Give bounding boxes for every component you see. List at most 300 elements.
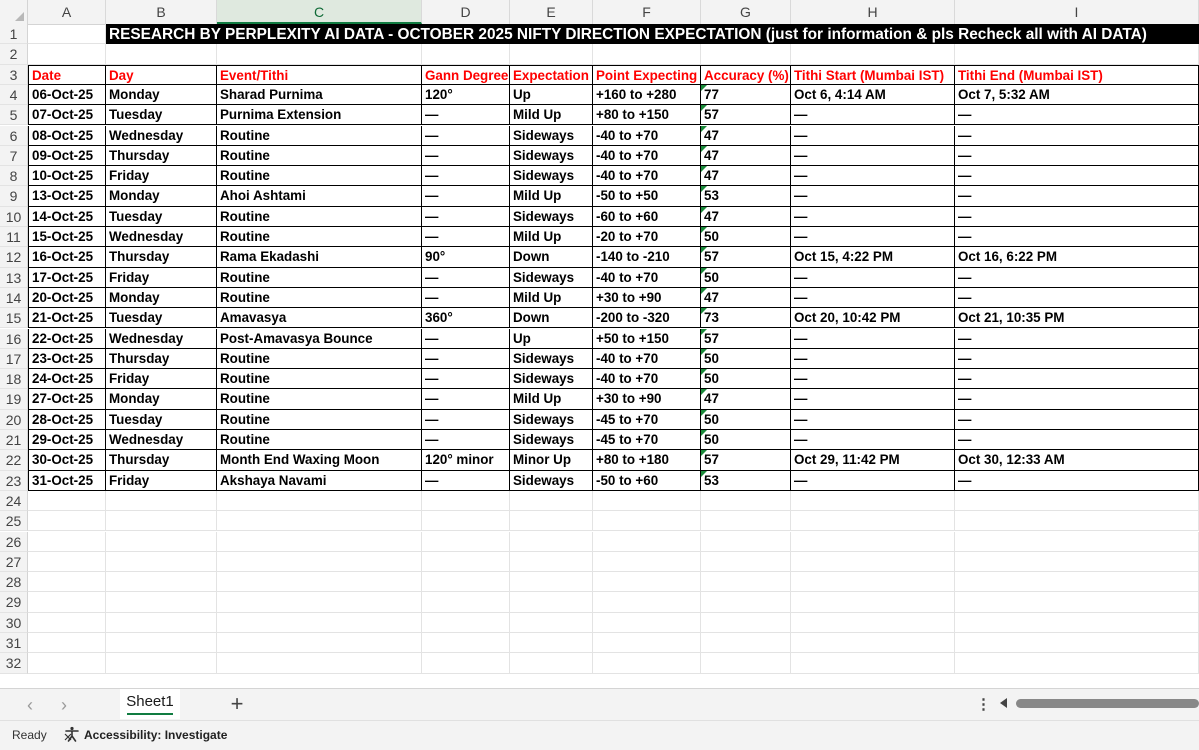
table-cell[interactable]: — [422, 105, 510, 125]
next-sheet-icon[interactable]: › [61, 695, 67, 715]
table-header-cell[interactable]: Tithi Start (Mumbai IST) [791, 65, 955, 85]
table-cell[interactable]: Thursday [106, 146, 217, 166]
empty-cell[interactable] [217, 592, 422, 612]
table-cell[interactable]: Sideways [510, 166, 593, 186]
empty-cell[interactable] [955, 613, 1199, 633]
table-cell[interactable]: — [955, 410, 1199, 430]
table-cell[interactable]: +30 to +90 [593, 389, 701, 409]
row-header-2[interactable]: 2 [0, 44, 28, 64]
table-header-cell[interactable]: Tithi End (Mumbai IST) [955, 65, 1199, 85]
column-header-d[interactable]: D [422, 0, 510, 24]
empty-cell[interactable] [106, 653, 217, 673]
table-cell[interactable]: — [955, 471, 1199, 491]
table-cell[interactable]: Tuesday [106, 207, 217, 227]
empty-cell[interactable] [510, 491, 593, 511]
table-cell[interactable]: -40 to +70 [593, 126, 701, 146]
table-cell[interactable]: 47 [701, 166, 791, 186]
table-cell[interactable]: — [791, 126, 955, 146]
table-cell[interactable]: -200 to -320 [593, 308, 701, 328]
table-cell[interactable]: — [791, 105, 955, 125]
number-as-text-warning-icon[interactable] [701, 146, 707, 152]
table-cell[interactable]: Mild Up [510, 389, 593, 409]
empty-cell[interactable] [28, 653, 106, 673]
row-header-24[interactable]: 24 [0, 491, 28, 511]
table-cell[interactable]: Routine [217, 207, 422, 227]
table-cell[interactable]: +50 to +150 [593, 329, 701, 349]
empty-cell[interactable] [106, 592, 217, 612]
table-cell[interactable]: 27-Oct-25 [28, 389, 106, 409]
empty-cell[interactable] [791, 613, 955, 633]
empty-cell[interactable] [955, 491, 1199, 511]
table-cell[interactable]: Minor Up [510, 450, 593, 470]
table-cell[interactable]: Friday [106, 471, 217, 491]
table-cell[interactable]: Oct 7, 5:32 AM [955, 85, 1199, 105]
table-cell[interactable]: Akshaya Navami [217, 471, 422, 491]
empty-cell[interactable] [955, 44, 1199, 64]
table-cell[interactable]: Sharad Purnima [217, 85, 422, 105]
column-header-i[interactable]: I [955, 0, 1199, 24]
table-cell[interactable]: — [791, 227, 955, 247]
table-cell[interactable]: Sideways [510, 410, 593, 430]
table-cell[interactable]: 15-Oct-25 [28, 227, 106, 247]
scroll-left-arrow-icon[interactable] [1000, 698, 1007, 708]
table-cell[interactable]: +30 to +90 [593, 288, 701, 308]
table-cell[interactable]: 31-Oct-25 [28, 471, 106, 491]
table-header-cell[interactable]: Gann Degree [422, 65, 510, 85]
empty-cell[interactable] [593, 633, 701, 653]
row-header-8[interactable]: 8 [0, 166, 28, 186]
empty-cell[interactable] [791, 592, 955, 612]
number-as-text-warning-icon[interactable] [701, 166, 707, 172]
table-cell[interactable]: Monday [106, 389, 217, 409]
empty-cell[interactable] [791, 633, 955, 653]
empty-cell[interactable] [106, 552, 217, 572]
table-cell[interactable]: 06-Oct-25 [28, 85, 106, 105]
table-cell[interactable]: 14-Oct-25 [28, 207, 106, 227]
table-cell[interactable]: -60 to +60 [593, 207, 701, 227]
table-cell[interactable]: 50 [701, 268, 791, 288]
table-cell[interactable]: — [955, 227, 1199, 247]
row-header-7[interactable]: 7 [0, 146, 28, 166]
empty-cell[interactable] [217, 532, 422, 552]
table-cell[interactable]: 57 [701, 329, 791, 349]
empty-cell[interactable] [955, 511, 1199, 531]
empty-cell[interactable] [106, 511, 217, 531]
table-cell[interactable]: -40 to +70 [593, 349, 701, 369]
table-header-cell[interactable]: Event/Tithi [217, 65, 422, 85]
empty-cell[interactable] [28, 592, 106, 612]
row-header-29[interactable]: 29 [0, 592, 28, 612]
table-cell[interactable]: 50 [701, 349, 791, 369]
cell[interactable] [28, 24, 106, 44]
empty-cell[interactable] [217, 44, 422, 64]
column-header-b[interactable]: B [106, 0, 217, 24]
empty-cell[interactable] [510, 592, 593, 612]
empty-cell[interactable] [701, 552, 791, 572]
table-cell[interactable]: Friday [106, 369, 217, 389]
table-cell[interactable]: Wednesday [106, 430, 217, 450]
table-cell[interactable]: Mild Up [510, 288, 593, 308]
row-header-30[interactable]: 30 [0, 613, 28, 633]
number-as-text-warning-icon[interactable] [701, 430, 707, 436]
table-cell[interactable]: 47 [701, 126, 791, 146]
table-cell[interactable]: 77 [701, 85, 791, 105]
select-all-corner[interactable] [0, 0, 28, 24]
table-cell[interactable]: 23-Oct-25 [28, 349, 106, 369]
row-header-6[interactable]: 6 [0, 126, 28, 146]
empty-cell[interactable] [701, 613, 791, 633]
empty-cell[interactable] [510, 653, 593, 673]
empty-cell[interactable] [217, 653, 422, 673]
table-cell[interactable]: — [955, 207, 1199, 227]
empty-cell[interactable] [593, 491, 701, 511]
table-cell[interactable]: 57 [701, 105, 791, 125]
table-cell[interactable]: — [791, 146, 955, 166]
number-as-text-warning-icon[interactable] [701, 329, 707, 335]
table-cell[interactable]: Down [510, 308, 593, 328]
table-cell[interactable]: Oct 20, 10:42 PM [791, 308, 955, 328]
row-header-15[interactable]: 15 [0, 308, 28, 328]
empty-cell[interactable] [422, 572, 510, 592]
table-cell[interactable]: 90° [422, 247, 510, 267]
empty-cell[interactable] [701, 532, 791, 552]
table-cell[interactable]: 16-Oct-25 [28, 247, 106, 267]
table-cell[interactable]: 47 [701, 288, 791, 308]
table-cell[interactable]: Routine [217, 369, 422, 389]
table-cell[interactable]: Ahoi Ashtami [217, 186, 422, 206]
table-cell[interactable]: 21-Oct-25 [28, 308, 106, 328]
number-as-text-warning-icon[interactable] [701, 247, 707, 253]
table-cell[interactable]: — [422, 207, 510, 227]
empty-cell[interactable] [106, 572, 217, 592]
table-cell[interactable]: Oct 16, 6:22 PM [955, 247, 1199, 267]
column-header-h[interactable]: H [791, 0, 955, 24]
empty-cell[interactable] [422, 552, 510, 572]
empty-cell[interactable] [106, 491, 217, 511]
empty-cell[interactable] [28, 511, 106, 531]
column-header-g[interactable]: G [701, 0, 791, 24]
empty-cell[interactable] [791, 653, 955, 673]
accessibility-status[interactable]: Accessibility: Investigate [84, 728, 228, 742]
empty-cell[interactable] [955, 633, 1199, 653]
table-cell[interactable]: Mild Up [510, 227, 593, 247]
table-cell[interactable]: Routine [217, 349, 422, 369]
table-cell[interactable]: -50 to +50 [593, 186, 701, 206]
table-cell[interactable]: — [791, 410, 955, 430]
accessibility-person-icon[interactable] [64, 726, 80, 742]
table-cell[interactable]: Rama Ekadashi [217, 247, 422, 267]
row-header-21[interactable]: 21 [0, 430, 28, 450]
table-cell[interactable]: — [422, 146, 510, 166]
more-options-icon[interactable]: ⋮ [976, 696, 991, 713]
empty-cell[interactable] [593, 44, 701, 64]
number-as-text-warning-icon[interactable] [701, 186, 707, 192]
empty-cell[interactable] [955, 552, 1199, 572]
empty-cell[interactable] [510, 511, 593, 531]
table-cell[interactable]: — [422, 369, 510, 389]
empty-cell[interactable] [593, 572, 701, 592]
table-cell[interactable]: — [791, 389, 955, 409]
empty-cell[interactable] [791, 572, 955, 592]
empty-cell[interactable] [701, 572, 791, 592]
table-cell[interactable]: — [791, 369, 955, 389]
table-cell[interactable]: Up [510, 329, 593, 349]
table-cell[interactable]: Sideways [510, 471, 593, 491]
empty-cell[interactable] [106, 44, 217, 64]
number-as-text-warning-icon[interactable] [701, 349, 707, 355]
table-cell[interactable]: Routine [217, 389, 422, 409]
table-cell[interactable]: — [422, 410, 510, 430]
table-cell[interactable]: Routine [217, 410, 422, 430]
table-cell[interactable]: Routine [217, 166, 422, 186]
empty-cell[interactable] [593, 511, 701, 531]
row-header-9[interactable]: 9 [0, 186, 28, 206]
number-as-text-warning-icon[interactable] [701, 268, 707, 274]
empty-cell[interactable] [217, 572, 422, 592]
table-cell[interactable]: Wednesday [106, 126, 217, 146]
table-cell[interactable]: Purnima Extension [217, 105, 422, 125]
previous-sheet-icon[interactable]: ‹ [27, 695, 33, 715]
row-header-10[interactable]: 10 [0, 207, 28, 227]
table-cell[interactable]: — [422, 288, 510, 308]
table-header-cell[interactable]: Day [106, 65, 217, 85]
table-cell[interactable]: 120° [422, 85, 510, 105]
table-cell[interactable]: 57 [701, 247, 791, 267]
table-cell[interactable]: Sideways [510, 349, 593, 369]
horizontal-scrollbar-thumb[interactable] [1016, 699, 1199, 708]
row-header-12[interactable]: 12 [0, 247, 28, 267]
table-cell[interactable]: Up [510, 85, 593, 105]
table-cell[interactable]: 17-Oct-25 [28, 268, 106, 288]
table-cell[interactable]: — [955, 288, 1199, 308]
table-cell[interactable]: 53 [701, 471, 791, 491]
empty-cell[interactable] [217, 633, 422, 653]
table-cell[interactable]: Wednesday [106, 227, 217, 247]
row-header-26[interactable]: 26 [0, 532, 28, 552]
number-as-text-warning-icon[interactable] [701, 369, 707, 375]
empty-cell[interactable] [422, 613, 510, 633]
table-cell[interactable]: 50 [701, 410, 791, 430]
table-cell[interactable]: -45 to +70 [593, 410, 701, 430]
empty-cell[interactable] [422, 491, 510, 511]
empty-cell[interactable] [510, 44, 593, 64]
empty-cell[interactable] [510, 552, 593, 572]
table-header-cell[interactable]: Expectation [510, 65, 593, 85]
table-header-cell[interactable]: Date [28, 65, 106, 85]
table-cell[interactable]: 47 [701, 146, 791, 166]
table-cell[interactable]: +160 to +280 [593, 85, 701, 105]
table-cell[interactable]: Sideways [510, 430, 593, 450]
table-cell[interactable]: -140 to -210 [593, 247, 701, 267]
number-as-text-warning-icon[interactable] [701, 126, 707, 132]
empty-cell[interactable] [422, 44, 510, 64]
table-cell[interactable]: 13-Oct-25 [28, 186, 106, 206]
table-cell[interactable]: — [955, 105, 1199, 125]
table-cell[interactable]: Oct 29, 11:42 PM [791, 450, 955, 470]
empty-cell[interactable] [422, 653, 510, 673]
row-header-23[interactable]: 23 [0, 471, 28, 491]
column-header-c[interactable]: C [217, 0, 422, 24]
table-cell[interactable]: Sideways [510, 369, 593, 389]
empty-cell[interactable] [701, 491, 791, 511]
column-header-f[interactable]: F [593, 0, 701, 24]
table-cell[interactable]: 360° [422, 308, 510, 328]
table-cell[interactable]: +80 to +180 [593, 450, 701, 470]
empty-cell[interactable] [791, 491, 955, 511]
empty-cell[interactable] [28, 532, 106, 552]
table-cell[interactable]: 73 [701, 308, 791, 328]
table-cell[interactable]: Tuesday [106, 308, 217, 328]
row-header-13[interactable]: 13 [0, 268, 28, 288]
empty-cell[interactable] [422, 532, 510, 552]
empty-cell[interactable] [510, 532, 593, 552]
empty-cell[interactable] [422, 633, 510, 653]
table-cell[interactable]: Amavasya [217, 308, 422, 328]
table-cell[interactable]: -20 to +70 [593, 227, 701, 247]
table-cell[interactable]: — [791, 430, 955, 450]
table-cell[interactable]: — [791, 471, 955, 491]
table-cell[interactable]: Monday [106, 186, 217, 206]
table-cell[interactable]: 24-Oct-25 [28, 369, 106, 389]
table-cell[interactable]: Month End Waxing Moon [217, 450, 422, 470]
table-cell[interactable]: — [955, 146, 1199, 166]
sheet-title-cell[interactable]: RESEARCH BY PERPLEXITY AI DATA - OCTOBER 2025 NIFTY DIRECTION EXPECTATION (just for information & pls Recheck all with AI DATA) [106, 24, 1199, 44]
number-as-text-warning-icon[interactable] [701, 85, 707, 91]
table-header-cell[interactable]: Accuracy (%) [701, 65, 791, 85]
table-cell[interactable]: -40 to +70 [593, 369, 701, 389]
table-cell[interactable]: — [422, 389, 510, 409]
row-header-31[interactable]: 31 [0, 633, 28, 653]
table-cell[interactable]: 53 [701, 186, 791, 206]
add-sheet-plus-icon[interactable]: + [230, 691, 244, 716]
empty-cell[interactable] [510, 613, 593, 633]
table-cell[interactable]: -50 to +60 [593, 471, 701, 491]
table-header-cell[interactable]: Point Expecting [593, 65, 701, 85]
table-cell[interactable]: 47 [701, 389, 791, 409]
table-cell[interactable]: — [422, 349, 510, 369]
number-as-text-warning-icon[interactable] [701, 288, 707, 294]
row-header-20[interactable]: 20 [0, 410, 28, 430]
table-cell[interactable]: — [955, 268, 1199, 288]
row-header-22[interactable]: 22 [0, 450, 28, 470]
row-header-5[interactable]: 5 [0, 105, 28, 125]
empty-cell[interactable] [28, 552, 106, 572]
table-cell[interactable]: Oct 21, 10:35 PM [955, 308, 1199, 328]
table-cell[interactable]: 47 [701, 207, 791, 227]
empty-cell[interactable] [955, 653, 1199, 673]
table-cell[interactable]: Post-Amavasya Bounce [217, 329, 422, 349]
table-cell[interactable]: Mild Up [510, 186, 593, 206]
table-cell[interactable]: — [422, 126, 510, 146]
table-cell[interactable]: 57 [701, 450, 791, 470]
table-cell[interactable]: Routine [217, 430, 422, 450]
row-header-4[interactable]: 4 [0, 85, 28, 105]
empty-cell[interactable] [791, 552, 955, 572]
row-header-14[interactable]: 14 [0, 288, 28, 308]
number-as-text-warning-icon[interactable] [701, 308, 707, 314]
table-cell[interactable]: Thursday [106, 247, 217, 267]
table-cell[interactable]: -40 to +70 [593, 166, 701, 186]
table-cell[interactable]: Thursday [106, 349, 217, 369]
table-cell[interactable]: 08-Oct-25 [28, 126, 106, 146]
empty-cell[interactable] [217, 613, 422, 633]
table-cell[interactable]: Down [510, 247, 593, 267]
empty-cell[interactable] [28, 491, 106, 511]
table-cell[interactable]: Routine [217, 146, 422, 166]
row-header-28[interactable]: 28 [0, 572, 28, 592]
table-cell[interactable]: — [422, 268, 510, 288]
empty-cell[interactable] [701, 653, 791, 673]
table-cell[interactable]: 20-Oct-25 [28, 288, 106, 308]
table-cell[interactable]: — [955, 166, 1199, 186]
table-cell[interactable]: Sideways [510, 126, 593, 146]
table-cell[interactable]: — [955, 389, 1199, 409]
table-cell[interactable]: — [791, 288, 955, 308]
empty-cell[interactable] [28, 633, 106, 653]
table-cell[interactable]: — [955, 430, 1199, 450]
number-as-text-warning-icon[interactable] [701, 105, 707, 111]
table-cell[interactable]: 120° minor [422, 450, 510, 470]
table-cell[interactable]: — [791, 207, 955, 227]
empty-cell[interactable] [593, 532, 701, 552]
empty-cell[interactable] [217, 511, 422, 531]
number-as-text-warning-icon[interactable] [701, 227, 707, 233]
empty-cell[interactable] [791, 511, 955, 531]
empty-cell[interactable] [510, 633, 593, 653]
table-cell[interactable]: — [791, 186, 955, 206]
row-header-16[interactable]: 16 [0, 329, 28, 349]
empty-cell[interactable] [593, 613, 701, 633]
empty-cell[interactable] [28, 613, 106, 633]
table-cell[interactable]: Friday [106, 166, 217, 186]
number-as-text-warning-icon[interactable] [701, 471, 707, 477]
table-cell[interactable]: — [955, 329, 1199, 349]
table-cell[interactable]: 50 [701, 369, 791, 389]
sheet-tab-sheet1[interactable]: Sheet1 [120, 689, 180, 719]
table-cell[interactable]: Friday [106, 268, 217, 288]
table-cell[interactable]: — [791, 166, 955, 186]
table-cell[interactable]: +80 to +150 [593, 105, 701, 125]
table-cell[interactable]: Sideways [510, 268, 593, 288]
empty-cell[interactable] [593, 552, 701, 572]
table-cell[interactable]: — [955, 369, 1199, 389]
empty-cell[interactable] [510, 572, 593, 592]
empty-cell[interactable] [593, 653, 701, 673]
empty-cell[interactable] [422, 511, 510, 531]
empty-cell[interactable] [701, 633, 791, 653]
number-as-text-warning-icon[interactable] [701, 450, 707, 456]
empty-cell[interactable] [28, 572, 106, 592]
table-cell[interactable]: Wednesday [106, 329, 217, 349]
table-cell[interactable]: Routine [217, 227, 422, 247]
row-header-18[interactable]: 18 [0, 369, 28, 389]
table-cell[interactable]: — [422, 166, 510, 186]
table-cell[interactable]: 10-Oct-25 [28, 166, 106, 186]
number-as-text-warning-icon[interactable] [701, 389, 707, 395]
table-cell[interactable]: Oct 30, 12:33 AM [955, 450, 1199, 470]
table-cell[interactable]: — [422, 471, 510, 491]
row-header-1[interactable]: 1 [0, 24, 28, 44]
table-cell[interactable]: — [955, 126, 1199, 146]
empty-cell[interactable] [701, 511, 791, 531]
row-header-27[interactable]: 27 [0, 552, 28, 572]
table-cell[interactable]: Sideways [510, 146, 593, 166]
empty-cell[interactable] [701, 44, 791, 64]
column-header-a[interactable]: A [28, 0, 106, 24]
empty-cell[interactable] [955, 572, 1199, 592]
table-cell[interactable]: Sideways [510, 207, 593, 227]
table-cell[interactable]: Tuesday [106, 105, 217, 125]
